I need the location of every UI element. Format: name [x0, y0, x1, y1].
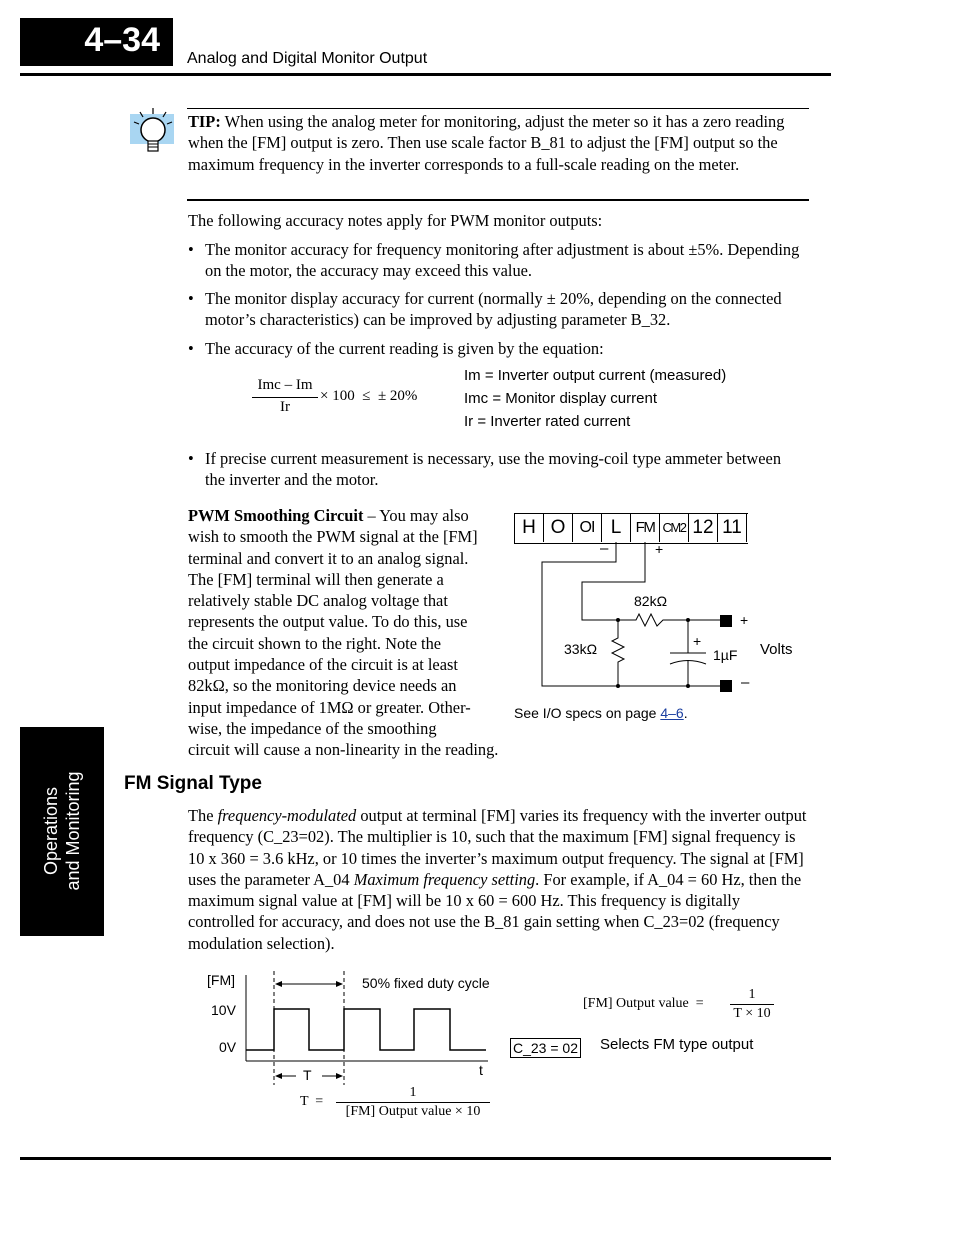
terminal-12: 12 — [689, 514, 718, 542]
bullet-frequency-accuracy: The monitor accuracy for frequency monitoring after adjustment is about ±5%. Depending on the motor, the accuracy may exceed this value. — [205, 240, 800, 281]
resistor-33k — [612, 620, 624, 686]
bullet-marker: • — [188, 339, 194, 358]
bullet-marker: • — [188, 240, 194, 259]
period-label: T — [303, 1067, 312, 1083]
junction-dot — [686, 618, 690, 622]
output-plus-label: + — [740, 612, 749, 628]
pwm-line: represents the output value. To do this, use — [188, 612, 468, 632]
capacitor-plus-label: + — [693, 633, 702, 649]
period-formula-lhs: T = — [300, 1094, 324, 1109]
pwm-line: 82kΩ, so the monitoring device needs an — [188, 676, 457, 696]
equation-numerator: Imc – Im — [257, 377, 313, 393]
bullet-equation-intro: The accuracy of the current reading is given by the equation: — [205, 339, 604, 358]
fm-text: output at terminal [FM] varies its frequency with the inverter output frequency (C_23=02). The multiplier is 10, such that the maximum [FM] signal frequency is 10 x 360 = 3.6 kHz, or 10 times the inverter’s maximum output frequency. The signal at [FM] uses the parameter A_04 — [188, 806, 807, 889]
lightbulb-icon — [126, 106, 176, 158]
accuracy-intro: The following accuracy notes apply for PWM monitor outputs: — [188, 211, 603, 230]
capacitor-label: 1µF — [713, 647, 738, 663]
terminal-cm2: CM2 — [660, 514, 689, 542]
junction-dot — [616, 684, 620, 688]
bullet-current-accuracy: The monitor display accuracy for current (normally ± 20%, depending on the connected motor’s characteristics) can be improved by adjusting parameter B_32. — [205, 289, 782, 330]
page-number: 4–34 — [84, 21, 160, 59]
pwm-title: PWM Smoothing Circuit — [188, 506, 364, 525]
fm-italic-param: Maximum frequency setting — [353, 869, 536, 889]
volts-label: Volts — [760, 641, 793, 658]
output-minus-label: – — [741, 674, 750, 691]
fm-paragraph — [188, 805, 810, 954]
junction-dot — [686, 684, 690, 688]
terminal-11: 11 — [718, 514, 747, 542]
pwm-line: wise, the impedance of the smoothing — [188, 718, 437, 738]
terminal-l: L — [602, 514, 631, 542]
pwm-line: output impedance of the circuit is at least — [188, 655, 458, 675]
fm-section-heading: FM Signal Type — [124, 773, 262, 794]
terminal-minus-label: – — [600, 540, 609, 557]
fm-text: The — [188, 806, 218, 825]
c23-setting-box: C_23 = 02 — [510, 1038, 581, 1058]
duty-cycle-label: 50% fixed duty cycle — [362, 975, 490, 991]
pwm-line: – You may also — [363, 506, 469, 525]
tip-rule-top — [187, 108, 809, 109]
output-formula-lhs: [FM] Output value = — [583, 996, 704, 1011]
io-specs-note — [514, 705, 688, 721]
side-tab-line-2: and Monitoring — [63, 771, 83, 891]
resistor-82k — [618, 614, 726, 626]
io-specs-text: See I/O specs on page — [514, 705, 661, 721]
pwm-line: relatively stable DC analog voltage that — [188, 591, 448, 611]
side-chapter-text — [20, 727, 104, 936]
terminal-h: H — [515, 514, 544, 542]
output-formula-denominator: T × 10 — [733, 1006, 771, 1021]
equation-denominator: Ir — [280, 399, 290, 415]
smoothing-circuit-diagram — [500, 540, 800, 700]
tip-label: TIP: — [188, 112, 221, 131]
pwm-line: circuit will cause a non-linearity in the reading. — [188, 740, 499, 760]
output-formula-numerator: 1 — [748, 987, 756, 1002]
output-terminal-positive — [720, 615, 732, 627]
fm-italic-term: frequency-modulated — [217, 806, 357, 825]
tip-paragraph — [188, 111, 808, 175]
pwm-line: the circuit shown to the right. Note the — [188, 633, 442, 653]
pwm-line: terminal and convert it to an analog signal. — [188, 548, 469, 568]
fm-axis-label: [FM] — [207, 972, 235, 988]
bullet-ammeter: If precise current measurement is necessary, use the moving-coil type ammeter between the inverter and the motor. — [205, 449, 782, 490]
bullet-marker: • — [188, 449, 194, 468]
junction-dot — [616, 618, 620, 622]
pwm-line: The [FM] terminal will then generate a — [188, 569, 444, 589]
time-axis-label: t — [479, 1062, 483, 1078]
fm-text: . For example, if A_04 = 60 Hz, then the maximum signal value at [FM] will be 10 x 60 = 600 Hz. This frequency is digitally controlled for accuracy, and does not use the B_81 gain setting when C_23=02 (frequency modulation selection). — [188, 869, 802, 953]
terminal-fm: FM — [631, 514, 660, 542]
tip-rule-bottom — [187, 199, 809, 201]
definition-imc: Imc = Monitor display current — [464, 390, 657, 407]
io-specs-link[interactable]: 4–6 — [660, 705, 684, 721]
terminal-oi: OI — [573, 514, 602, 542]
pwm-line: wish to smooth the PWM signal at the [FM] — [188, 527, 478, 547]
definition-im: Im = Inverter output current (measured) — [464, 367, 727, 384]
ground-wire — [542, 542, 726, 686]
terminal-o: O — [544, 514, 573, 542]
equation-tail: × 100 ≤ ± 20% — [320, 388, 418, 404]
10v-label: 10V — [211, 1002, 236, 1018]
header-rule — [20, 73, 831, 76]
io-specs-period: . — [683, 705, 688, 721]
0v-label: 0V — [219, 1039, 237, 1055]
resistor-82k-label: 82kΩ — [634, 593, 668, 609]
side-tab-line-1: Operations — [41, 786, 61, 876]
period-formula-bar — [336, 1102, 490, 1103]
output-formula-bar — [730, 1004, 774, 1005]
pwm-line: input impedance of 1MΩ or greater. Other- — [188, 697, 471, 717]
period-formula-numerator: 1 — [409, 1085, 417, 1100]
c23-setting-description: Selects FM type output — [600, 1036, 754, 1053]
tip-text: When using the analog meter for monitoring, adjust the meter so it has a zero reading when the [FM] output is zero. Then use scale factor B_81 to adjust the [FM] output so the maximum frequency in the inverter corresponds to a full-scale reading on the meter. — [188, 112, 785, 174]
terminal-plus-label: + — [655, 541, 664, 557]
definition-ir: Ir = Inverter rated current — [464, 413, 631, 430]
square-wave — [246, 1009, 486, 1050]
footer-rule — [20, 1157, 831, 1160]
pwm-paragraph — [188, 505, 528, 761]
equation-fraction-bar — [252, 397, 318, 398]
output-terminal-negative — [720, 680, 732, 692]
resistor-33k-label: 33kΩ — [564, 641, 598, 657]
bullet-marker: • — [188, 289, 194, 308]
period-formula-denominator: [FM] Output value × 10 — [345, 1104, 481, 1119]
section-title: Analog and Digital Monitor Output — [187, 50, 428, 67]
